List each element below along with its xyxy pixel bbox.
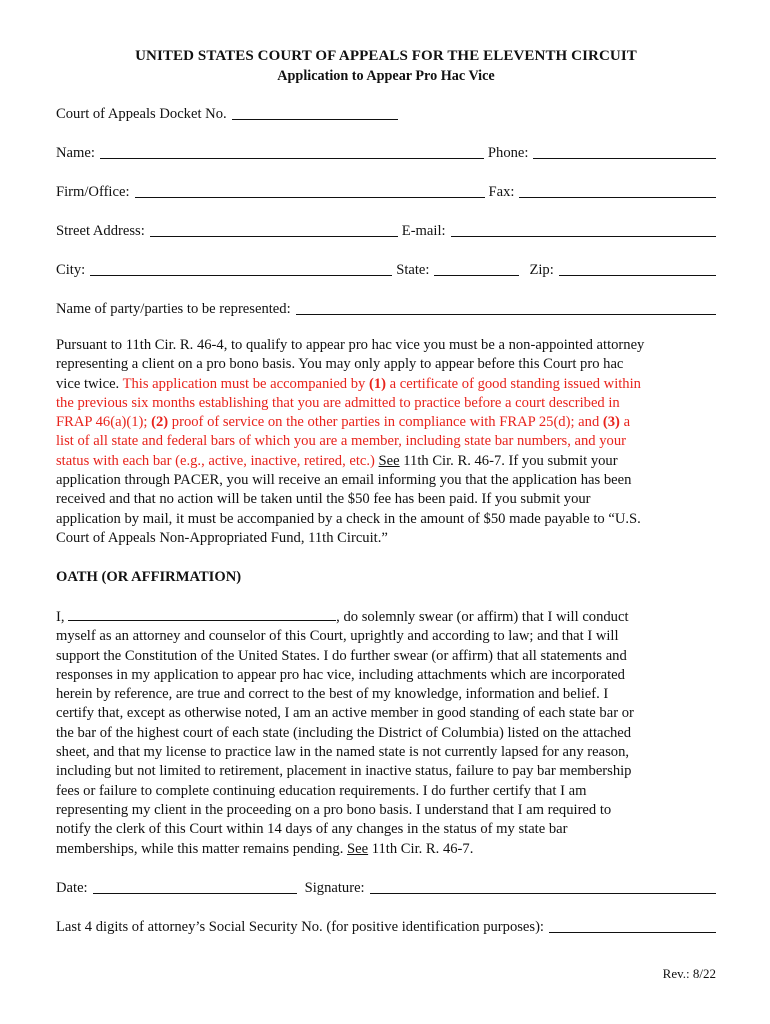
ssn-row — [56, 916, 716, 936]
instructions-line: the previous six months establishing that you are admitted to practice before a court described in — [56, 394, 620, 411]
party-label: Name of party/parties to be represented: — [56, 301, 291, 317]
oath-line: certify that, except as otherwise noted, I am an active member in good standing of each state bar or — [56, 705, 634, 722]
fax-field[interactable] — [519, 197, 716, 198]
application-form-page — [56, 0, 716, 1024]
oath-line: representing my client in the proceeding on a pro bono basis. I understand that I am required to — [56, 801, 612, 818]
instructions-line: representing a client on a pro bono basis. You may only apply to appear before this Court pro hac — [56, 356, 624, 373]
party-field[interactable] — [296, 314, 716, 315]
street-field[interactable] — [150, 236, 398, 237]
instructions-line: list of all state and federal bars of which you are a member, including state bar numbers, and your — [56, 433, 627, 450]
instructions-line: application through PACER, you will receive an email informing you that the application has been — [56, 472, 632, 489]
revision-note: Rev.: 8/22 — [662, 966, 716, 981]
page-title: UNITED STATES COURT OF APPEALS FOR THE ELEVENTH CIRCUIT — [135, 48, 637, 64]
party-row — [56, 298, 716, 318]
instructions-line: received and that no action will be taken until the $50 fee has been paid. If you submit your — [56, 491, 591, 508]
oath-line: the bar of the highest court of each state (including the District of Columbia) listed on the attached — [56, 724, 632, 741]
oath-line: fees or failure to complete continuing education requirements. I do further certify that I am — [56, 782, 587, 799]
oath-line: sheet, and that my license to practice law in the named state is not currently lapsed for any reason, — [56, 744, 630, 761]
date-signature-row — [56, 877, 716, 897]
oath-line: including but not limited to retirement, placement in inactive status, failure to pay bar membership — [56, 763, 632, 780]
signature-label: Signature: — [304, 880, 365, 896]
instructions-line: Court of Appeals Non-Appropriated Fund, 11th Circuit.” — [56, 529, 388, 546]
name-label: Name: — [56, 145, 95, 161]
state-field[interactable] — [434, 275, 519, 276]
oath-line: myself as an attorney and counselor of this Court, uprightly and according to law; and that I will — [56, 628, 619, 645]
docket-row — [56, 103, 716, 123]
docket-label: Court of Appeals Docket No. — [56, 106, 227, 122]
city-label: City: — [56, 262, 86, 278]
oath-line: I, , do solemnly swear (or affirm) that I will conduct — [56, 606, 716, 627]
ssn-label: Last 4 digits of attorney’s Social Security No. (for positive identification purposes): — [56, 919, 544, 935]
oath-line: support the Constitution of the United States. I do further swear (or affirm) that all statements and — [56, 647, 627, 664]
instructions-line: FRAP 46(a)(1); (2) proof of service on the other parties in compliance with FRAP 25(d); and (3) a — [56, 414, 631, 431]
firm-fax-row — [56, 181, 716, 201]
signature-field[interactable] — [370, 893, 716, 894]
name-field[interactable] — [100, 158, 484, 159]
oath-line: memberships, while this matter remains pending. See 11th Cir. R. 46-7. — [56, 840, 474, 857]
state-label: State: — [396, 262, 430, 278]
phone-field[interactable] — [533, 158, 716, 159]
ssn-field[interactable] — [549, 932, 716, 933]
street-label: Street Address: — [56, 223, 145, 239]
date-field[interactable] — [93, 893, 297, 894]
date-label: Date: — [56, 880, 88, 896]
oath-line: notify the clerk of this Court within 14 days of any changes in the status of my state bar — [56, 821, 568, 838]
instructions-line: Pursuant to 11th Cir. R. 46-4, to qualify to appear pro hac vice you must be a non-appointed attorney — [56, 337, 645, 353]
email-label: E-mail: — [401, 223, 446, 239]
instructions-line: status with each bar (e.g., active, inactive, retired, etc.) See 11th Cir. R. 46-7. If you submit your — [56, 452, 618, 469]
street-email-row — [56, 220, 716, 240]
oath-line: herein by reference, are true and correct to the best of my knowledge, information and belief. I — [56, 686, 609, 703]
oath-name-field[interactable] — [68, 606, 336, 621]
phone-label: Phone: — [487, 145, 529, 161]
instructions-line: application by mail, it must be accompanied by a check in the amount of $50 made payable to “U.S. — [56, 510, 641, 527]
zip-label: Zip: — [529, 262, 554, 278]
name-phone-row — [56, 142, 716, 162]
city-state-zip-row — [56, 259, 716, 279]
instructions-paragraph — [56, 336, 716, 548]
email-field[interactable] — [451, 236, 716, 237]
instructions-line: vice twice. This application must be accompanied by (1) a certificate of good standing issued within — [56, 375, 641, 392]
page-subtitle: Application to Appear Pro Hac Vice — [277, 68, 495, 84]
fax-label: Fax: — [488, 184, 515, 200]
firm-field[interactable] — [135, 197, 485, 198]
city-field[interactable] — [90, 275, 392, 276]
oath-heading: OATH (OR AFFIRMATION) — [56, 569, 242, 585]
firm-label: Firm/Office: — [56, 184, 130, 200]
zip-field[interactable] — [559, 275, 716, 276]
docket-field[interactable] — [232, 119, 398, 120]
oath-paragraph — [56, 606, 716, 859]
oath-line: responses in my application to appear pro hac vice, including attachments which are incorporated — [56, 666, 625, 683]
